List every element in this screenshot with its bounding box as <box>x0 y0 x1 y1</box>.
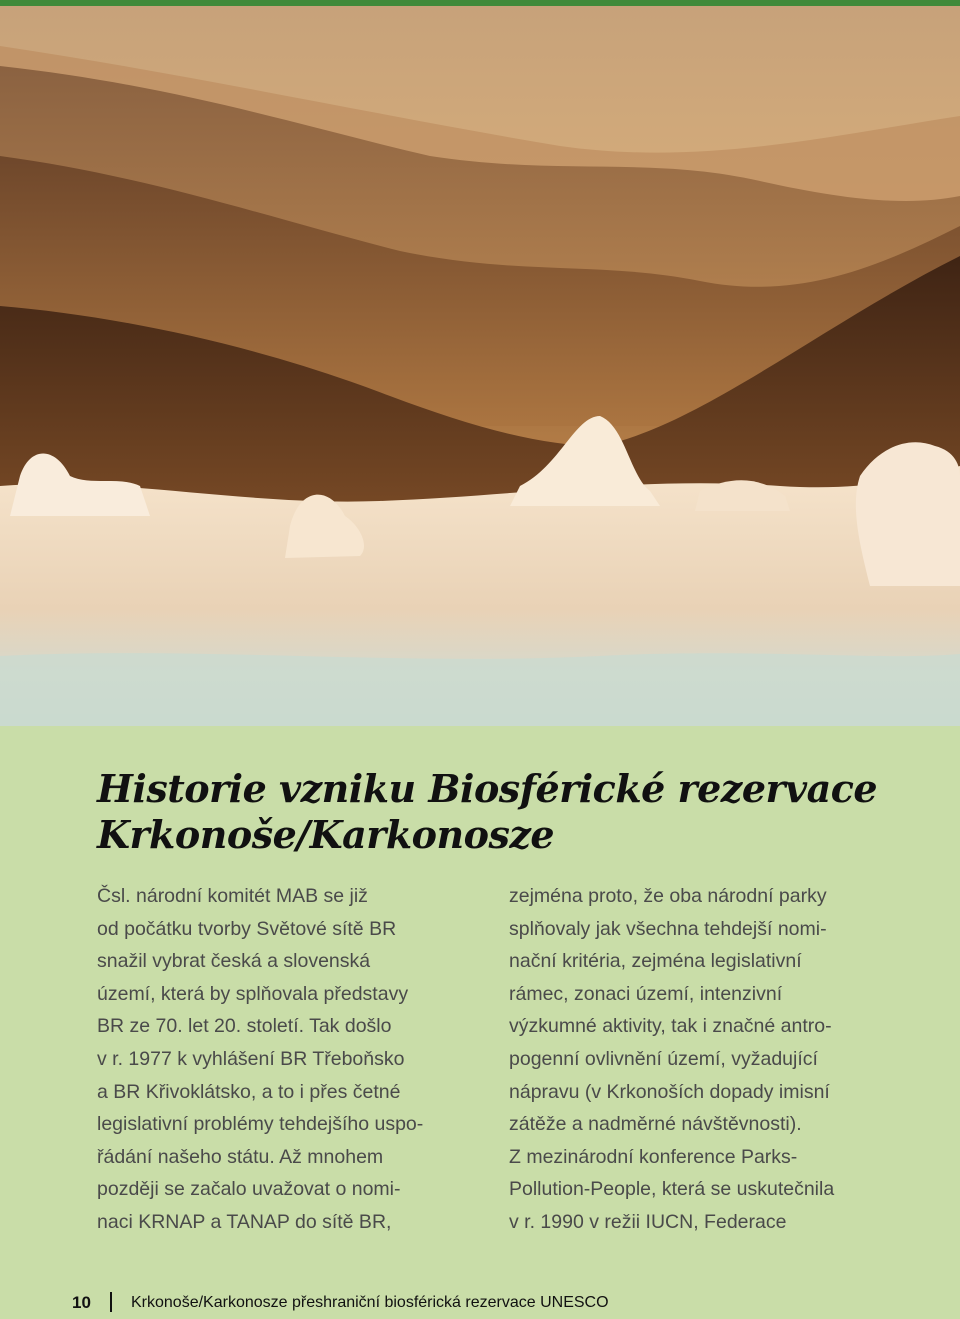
text-line: legislativní problémy tehdejšího uspo- <box>97 1113 424 1136</box>
text-line: od počátku tvorby Světové sítě BR <box>97 917 397 940</box>
text-line: v r. 1990 v režii IUCN, Federace <box>509 1210 787 1233</box>
text-line: Z mezinárodní konference Parks- <box>509 1145 798 1168</box>
text-column-right <box>509 880 899 1239</box>
page-title <box>97 766 917 858</box>
text-line: v r. 1977 k vyhlášení BR Třeboňsko <box>97 1047 405 1070</box>
text-line: pogenní ovlivnění území, vyžadující <box>509 1047 818 1070</box>
text-line: později se začalo uvažovat o nomi- <box>97 1178 401 1201</box>
text-line: nápravu (v Krkonoších dopady imisní <box>509 1080 830 1103</box>
text-line: nační kritéria, zejména legislativní <box>509 950 802 973</box>
text-line: zejména proto, že oba národní parky <box>509 885 827 907</box>
page-number: 10 <box>72 1293 91 1312</box>
text-line: Pollution-People, která se uskutečnila <box>509 1178 835 1201</box>
text-line: výzkumné aktivity, tak i značné antro- <box>509 1015 832 1038</box>
title-line: Krkonoše/Karkonosze <box>97 812 555 857</box>
footer-divider <box>110 1292 112 1312</box>
title-line: Historie vzniku Biosférické rezervace <box>97 766 878 811</box>
text-column-left <box>97 880 477 1239</box>
text-line: BR ze 70. let 20. století. Tak došlo <box>97 1015 392 1038</box>
text-line: snažil vybrat česká a slovenská <box>97 950 371 973</box>
text-line: zátěže a nadměrné návštěvnosti). <box>509 1113 802 1136</box>
text-line: splňovaly jak všechna tehdejší nomi- <box>509 917 827 940</box>
text-line: a BR Křivoklátsko, a to i přes četné <box>97 1080 401 1103</box>
text-line: rámec, zonaci území, intenzivní <box>509 982 783 1005</box>
page-footer <box>0 1289 960 1319</box>
text-line: Čsl. národní komitét MAB se již <box>97 885 368 907</box>
text-line: řádání našeho státu. Až mnohem <box>97 1145 384 1168</box>
text-line: naci KRNAP a TANAP do sítě BR, <box>97 1210 392 1233</box>
landscape-photo <box>0 6 960 726</box>
text-line: území, která by splňovala představy <box>97 982 409 1005</box>
running-title: Krkonoše/Karkonosze přeshraniční biosférická rezervace UNESCO <box>131 1294 609 1311</box>
